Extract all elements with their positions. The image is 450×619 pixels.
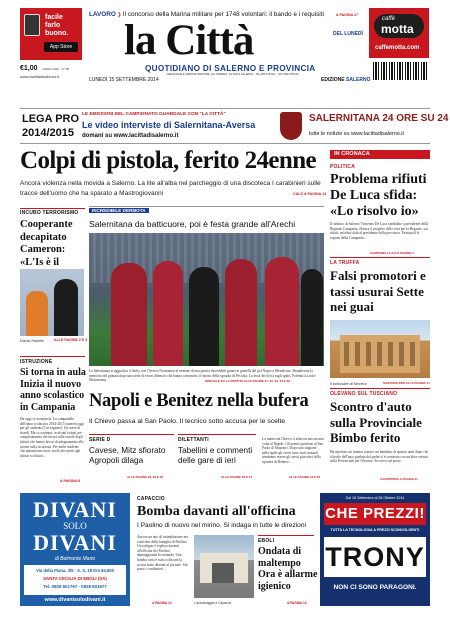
app-store-badge[interactable]: App Store [44,42,78,52]
divani-addr-1: Via della Piana, 3/5 · S. S. 18 Km 84.500 [36,568,114,573]
divani-line-3: DIVANI [33,530,117,555]
app-ad-line-1: facile [45,14,63,21]
app-ad[interactable] [20,8,82,60]
cronaca-tag: IN CRONACA [334,151,370,157]
dil-page: ALLE PAGINE 36 E 37 [221,475,253,479]
promo-right-title: SALERNITANA 24 ORE SU 24 [309,113,449,124]
divani-ad[interactable] [20,493,130,606]
school-page: A PAGINA 8 [60,479,81,483]
militant-figure [54,279,78,336]
terror-caption: David Haines [20,338,44,343]
player-5 [265,257,299,366]
app-ad-line-2: farlo [45,22,61,29]
divani-line-2: SOLO [63,521,87,531]
divani-phone: Tel. 0828 601767 - 0828 601677 [43,584,107,589]
terror-tag: INCUBO TERRORISMO [20,210,79,216]
photo-page: SPECIALE DA LA PARTITA ALLE PAGINE 31, 32, 33, 34 E 35 [205,379,290,383]
left-col-rule [20,208,85,209]
phone-icon [24,14,40,36]
logo-suffix: DEL LUNEDÌ [333,31,363,37]
salernitana-crest-icon [280,112,302,140]
napoli-body: La matricola Chievo si affaccia ancora una volta al Napoli. Gli azzurri perdono al San Paolo di Mazzarri. Dopo una stagione nella quale gli errori sono stati costanti sembrano essere gli stessi giocatori della squadra di Benitez... [262,437,324,464]
player-3 [189,267,219,366]
truffa-page: SANTORO PER ALLA PAGINA 17 [383,381,430,385]
eboli-tag: EBOLI [258,538,275,544]
terror-photo [20,269,84,336]
terror-page: ALLE PAGINE 2 E 3 [54,338,88,342]
logo: la Città [124,17,254,64]
photo-tag-bar [89,206,324,214]
divani-address-box [24,565,126,595]
celebration-photo [89,233,324,366]
top-teaser-headline: Il concorso della Marina militare per 1748 volontari: il bando e i requisiti [122,11,324,18]
arrow-icon: ❯ [115,12,123,18]
promo-link[interactable]: domani su www.lacittadisalerno.it [82,133,179,139]
date: LUNEDÌ 15 SETTEMBRE 2014 [89,77,159,83]
lead-page: CALÒ A PAGINA 13 [293,192,327,196]
edition-label: EDIZIONE [321,77,345,83]
player-4 [225,259,257,366]
serie-page: ALLE PAGINE 28, 29 E 30 [127,475,164,479]
promo-league: LEGA PRO [22,113,80,125]
napoli-page: ALLE PAGINE 24 E 25 [289,475,321,479]
subtitle: QUOTIDIANO DI SALERNO E PROVINCIA [145,64,316,73]
motta-url: caffemotta.com [375,45,420,51]
dil-tag: DILETTANTI [178,437,209,443]
trony-brand-box [324,537,426,577]
tribunale-photo [330,320,430,378]
school-headline[interactable]: Si torna in aula Inizia il nuovo anno scolastico in Campania [20,367,86,413]
app-ad-line-3: buono. [45,30,69,37]
player-2 [153,261,183,366]
address-note: REDAZIONE E AMMINISTRAZIONE: VIA TIRRENO, 34/ 84131 SALERNO · TEL 089 2783111 · FAX 089 2783154 [167,73,299,76]
truffa-tag: LA TRUFFA [330,260,360,266]
top-teaser-page: A PAGINA 17 [336,13,359,17]
edition [321,77,370,83]
promo-season: 2014/2015 [22,127,74,139]
edition-name: SALERNO [346,77,371,83]
politica-body: Il sindaco di Salerno Vincenzo De Luca candidato a presidente della Regione Campania, illustra il progetto della città per la Regione, sui rifiuti, un'altra sfida al presidente della provincia. Principali le regioni della Campania... [330,222,429,240]
olevano-tag: OLEVANO SUL TUSCIANO [330,391,398,397]
dil-rule [178,434,256,435]
capaccio-caption: L'autolavaggio a Capaccio [194,601,232,605]
olevano-rule [330,388,430,389]
trony-sub: TUTTA LA TECNOLOGIA A PREZZI SCONVOLGENTI [330,528,420,532]
promo-video-box [80,111,272,143]
lead-deck: Ancora violenza nella movida a Salerno. La lite all'alba nel parcheggio di una discoteca I carabinieri sulle tracce dell'uomo che ha sparato a Mastrogiovanni [20,180,321,197]
barcode [373,62,428,80]
school-rule [20,356,85,357]
promo-band[interactable] [20,108,449,144]
capaccio-photo [194,535,254,598]
promo-intro: LE EMOZIONI DEL CAMPIONATO GUARDALE CON "LA CITTÀ" [82,112,226,117]
trony-dates: Dal 15 Settembre al 28 Ottobre 2014 [345,496,405,500]
player-1 [111,263,147,366]
trony-promo: CHE PREZZI! [325,505,425,522]
napoli-headline[interactable]: Napoli e Benitez nella bufera [89,391,309,411]
dil-headline[interactable]: Tabellini e commenti delle gare di ieri [178,446,253,465]
issue-number: ANNO XXIII - N° 96 [43,67,70,71]
politica-tag: POLITICA [330,164,355,170]
divani-sub: di Belmonte Mario [54,556,96,562]
building-windows [344,342,416,366]
politica-headline[interactable]: Problema rifiuti De Luca sfida: «Lo risolvo io» [330,172,427,219]
capaccio-deck: I Paolino di nuovo nel mirino. Si indaga in tutte le direzioni [137,522,306,529]
photo-headline[interactable]: Salernitana da batticuore, poi è festa grande all'Arechi [89,219,296,229]
eboli-rule [258,535,314,536]
divani-addr-2: SANTA CECILIA DI EBOLI (SA) [43,576,107,581]
eboli-headline[interactable]: Ondata di maltempo Ora è allarme igienico [258,546,318,592]
cronaca-tag-bar [330,150,430,159]
lead-headline[interactable]: Colpi di pistola, ferito 24enne [20,147,316,174]
school-tag: ISTRUZIONE [20,359,53,365]
capaccio-headline[interactable]: Bomba davanti all'officina [137,504,296,519]
divani-web[interactable]: www.divanisolodivani.it [44,597,106,603]
motta-brand: caffè [382,16,396,22]
hostage-figure [26,291,48,336]
trony-promo-box [324,503,426,525]
trony-ad[interactable] [320,493,430,606]
motta-ad[interactable] [369,8,429,58]
player-6 [301,269,323,366]
photo-tag: INCREDIBILE DERMOTA [89,208,149,213]
trony-tagline: NON CI SONO PARAGONI. [333,584,417,591]
top-teaser-tag: LAVORO [89,11,116,18]
truffa-headline[interactable]: Falsi promotori e tassi usurai Sette nei guai [330,268,426,314]
website[interactable]: www.lacittadisalerno.it [20,74,60,79]
terror-headline[interactable]: Cooperante decapitato Cameron: «L'Is è il [20,219,73,268]
serie-rule [89,434,174,435]
school-body: Da oggi si ricomincia. La campanella dell'anno scolastico 2014-2015 suonerà oggi per gli studenti (5 in ragione). Un mese di ritardi. Ma si continua: in alcuni istituti per completamento dei lavori sulle scuole degli istituti che hanno lavori di adeguamento alle norme sulla sicurezza. Per molti studenti che annunciano fuori, molti dei nostri agli istituti scolastici... [20,417,84,458]
capaccio-body: Ancora un atto di intimidazione nei confronti della famiglia di Paolino. Un ordigno è esploso davanti all'officina dei Paolino, danneggiando la serranda. Una bomba carta è stata collocata la scorsa notte davanti al portone. Sul posto i carabinieri... [137,535,188,572]
capaccio-page: A PAGINA 10 [152,601,172,605]
divani-line-1: DIVANI [33,497,117,522]
price: €1,00 [20,65,38,72]
politica-page: CAMPANELLA ALLE PAGINE 5 [370,251,414,255]
olevano-headline[interactable]: Scontro d'auto sulla Provinciale Bimbo ferito [330,399,422,445]
photo-caption: La Salernitana si aggiudica il derby con l'Aversa Normanna al termine di una partita incredibile grazie ai gemelli del gol Negro e Mendicino. Sbandierata la memoria del granata dopo una serie di errori difensivi che hanno consentito il ritorno della squadra di Pecchia. La festa dei tifosi sugli spalti. Polemica Lotito-Mezzaroma. [89,369,317,383]
eboli-page: A PAGINA 13 [287,601,307,605]
promo-video: Le video interviste di Salernitana-Aversa [82,120,256,130]
truffa-caption: Il tribunale di Nocera [330,381,367,386]
olevano-body: Ha riportato un trauma cranico un bambino di quattro anni dopo che a bordo dell'auto guidata dal padre si è scontrato con un'altra vettura sulla Provinciale per Olevano. Soccorsi sul posto. [330,450,429,464]
motta-name: motta [381,22,414,36]
serie-tag: SERIE D [89,437,111,443]
trony-brand: TRONY [325,542,425,572]
promo-right-sub[interactable]: tutte le notizie su www.lacittadisalerno.it [309,131,404,137]
olevano-page: CANAPPERA A PAGINA 11 [380,477,418,481]
officina-door [212,563,234,583]
serie-headline[interactable]: Cavese, Mitz sfiorato Agropoli dilaga [89,446,166,465]
capaccio-tag: CAPACCIO [137,496,165,502]
napoli-deck: Il Chievo passa al San Paolo. Il tecnico sotto accusa per le scelte [89,418,286,425]
truffa-rule [330,257,430,258]
